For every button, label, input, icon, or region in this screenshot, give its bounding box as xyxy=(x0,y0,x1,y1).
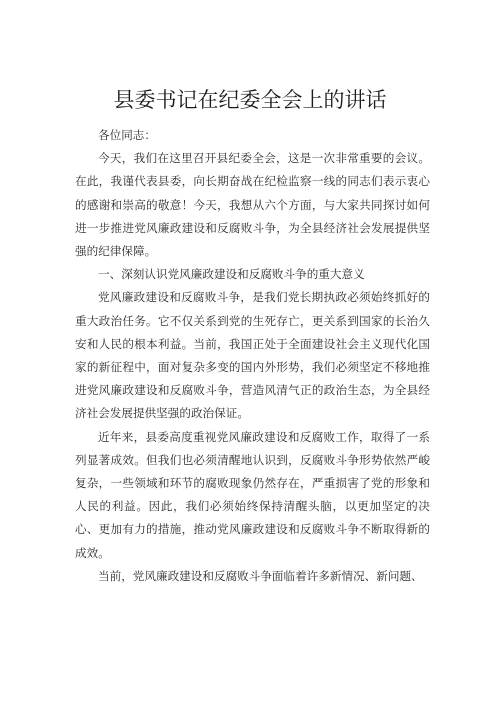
paragraph-significance: 党风廉政建设和反腐败斗争，是我们党长期执政必须始终抓好的重大政治任务。它不仅关系到党的生死存亡，更关系到国家的长治久安和人民的根本利益。当前，我国正处于全面建设社会主义现代化国家的新征程中，面对复杂多变的国内外形势，我们必须坚定不移地推进党风廉政建设和反腐败斗争，营造风清气正的政治生态，为全县经济社会发展提供坚强的政治保证。 xyxy=(75,290,430,421)
document-title: 县委书记在纪委全会上的讲话 xyxy=(113,88,387,112)
document-body xyxy=(75,124,430,588)
salutation: 各位同志： xyxy=(98,128,156,142)
paragraph-current-situation: 当前，党风廉政建设和反腐败斗争面临着许多新情况、新问题、 xyxy=(98,568,423,583)
paragraph-opening: 今天，我们在这里召开县纪委全会，这是一次非常重要的会议。在此，我谨代表县委，向长期奋战在纪检监察一线的同志们表示衷心的感谢和崇高的敬意！今天，我想从六个方面，与大家共同探讨如何进一步推进党风廉政建设和反腐败斗争，为全县经济社会发展提供坚强的纪律保障。 xyxy=(75,151,430,259)
section-heading-1: 一、深刻认识党风廉政建设和反腐败斗争的重大意义 xyxy=(98,267,365,282)
paragraph-achievements: 近年来，县委高度重视党风廉政建设和反腐败工作，取得了一系列显著成效。但我们也必须清醒地认识到，反腐败斗争形势依然严峻复杂，一些领域和环节的腐败现象仍然存在，严重损害了党的形象和人民的利益。因此，我们必须始终保持清醒头脑，以更加坚定的决心、更加有力的措施，推动党风廉政建设和反腐败斗争不断取得新的成效。 xyxy=(75,429,430,560)
